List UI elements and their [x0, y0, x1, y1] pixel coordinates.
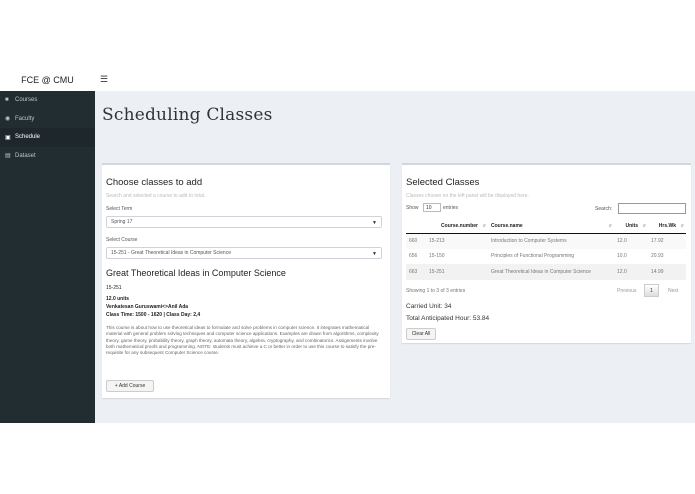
panel-help-text: Classes chosen on the left panel will be displayed here. — [406, 193, 529, 199]
sidebar-item-label: Courses — [15, 97, 38, 104]
brand-logo[interactable]: FCE @ CMU — [21, 74, 74, 85]
cell-index: 660 — [406, 233, 426, 249]
cell-hrs-wk: 17.92 — [648, 233, 686, 249]
course-instructor: Venkatesan Guruswami<>Anil Ada — [106, 304, 189, 310]
top-navbar — [0, 68, 695, 91]
panel-heading: Choose classes to add — [106, 177, 203, 188]
sort-icon: ⇵ — [680, 223, 684, 228]
column-header-units[interactable]: Units ⇵ — [614, 219, 648, 233]
column-header-hrs-wk[interactable]: Hrs.Wk ⇵ — [648, 219, 686, 233]
cell-course-name: Principles of Functional Programming — [488, 249, 614, 265]
term-select-value: Spring 17 — [111, 219, 133, 225]
hamburger-icon[interactable]: ☰ — [99, 74, 109, 84]
sidebar-item-label: Faculty — [15, 115, 35, 122]
cell-hrs-wk: 14.99 — [648, 264, 686, 280]
course-label: Select Course — [106, 237, 138, 243]
course-select-value: 15-251 - Great Theoretical Ideas in Computer Science — [111, 250, 231, 256]
app-window — [0, 68, 695, 423]
clear-all-button[interactable]: Clear All — [406, 328, 436, 340]
column-header-course-name[interactable]: Course.name ⇵ — [488, 219, 614, 233]
course-number: 15-251 — [106, 285, 122, 291]
selected-classes-panel — [402, 163, 691, 343]
table-header-row — [406, 219, 686, 233]
table-icon: ▤ — [5, 153, 11, 160]
cell-course-number: 15-251 — [426, 264, 488, 280]
calendar-icon: ▣ — [5, 134, 11, 141]
caret-down-icon: ▼ — [372, 251, 377, 257]
table-row[interactable] — [406, 264, 686, 280]
course-select[interactable] — [106, 247, 382, 259]
total-anticipated-hour: Total Anticipated Hour: 53.84 — [406, 315, 490, 322]
column-header-course-number[interactable]: Course.number ⇵ — [426, 219, 488, 233]
panel-heading: Selected Classes — [406, 177, 480, 188]
cell-units: 10.0 — [614, 249, 648, 265]
carried-unit: Carried Unit: 34 — [406, 303, 452, 310]
table-row[interactable] — [406, 233, 686, 249]
selected-classes-table — [406, 219, 686, 280]
sidebar-item-label: Schedule — [15, 134, 41, 141]
table-row[interactable] — [406, 249, 686, 265]
cell-course-name: Great Theoretical Ideas in Computer Science — [488, 264, 614, 280]
course-class-time: Class Time: 1500 - 1620 | Class Day: 2,4 — [106, 312, 201, 318]
pagination-previous[interactable]: Previous — [617, 288, 637, 294]
page-title: Scheduling Classes — [102, 105, 273, 125]
table-search-input[interactable] — [618, 203, 686, 214]
pagination-page-1[interactable]: 1 — [644, 284, 659, 297]
sidebar-item-schedule[interactable] — [0, 128, 95, 147]
cell-course-name: Introduction to Computer Systems — [488, 233, 614, 249]
entries-label: entries — [443, 205, 459, 211]
term-select[interactable] — [106, 216, 382, 228]
panel-help-text: Search and selected a course to add to total. — [106, 193, 206, 199]
cell-hrs-wk: 20.93 — [648, 249, 686, 265]
sidebar-item-dataset[interactable] — [0, 147, 95, 166]
page-length-select[interactable] — [423, 203, 441, 212]
page-length-value: 10 — [426, 204, 432, 211]
sort-icon: ⇵ — [608, 223, 612, 228]
user-circle-icon: ◉ — [5, 116, 11, 123]
choose-classes-panel — [102, 163, 390, 398]
add-course-button[interactable]: + Add Course — [106, 380, 154, 392]
column-header-index[interactable] — [406, 219, 426, 233]
sidebar-item-courses[interactable] — [0, 91, 95, 110]
course-description: This course is about how to use theoretical ideas to formulate and solve problems in computer science. It integrates mathematical material with general problem solving techniques and computer science applications. Examples are drawn from algorithms, complexity theory, game theory, probability theory, graph theory, automata theory, algebra, cryptography, and combinatorics. Assignments involve both mathematical proofs and programming. NOTE: students must achieve a C or better in order to use this course to satisfy the pre-requisite for any subsequent Computer Science course. — [106, 325, 379, 356]
sort-icon: ⇵ — [642, 223, 646, 228]
search-label: Search: — [595, 206, 613, 212]
table-info: Showing 1 to 3 of 3 entries — [406, 288, 466, 294]
cell-units: 12.0 — [614, 264, 648, 280]
cell-course-number: 15-150 — [426, 249, 488, 265]
main-content — [95, 91, 695, 423]
sidebar-item-faculty[interactable] — [0, 110, 95, 129]
sidebar-item-label: Dataset — [15, 152, 36, 159]
show-label: Show — [406, 205, 419, 211]
book-icon: ■ — [5, 97, 9, 104]
sort-icon: ⇵ — [482, 223, 486, 228]
sidebar — [0, 91, 95, 423]
caret-down-icon: ▼ — [372, 220, 377, 226]
pagination-next[interactable]: Next — [668, 288, 679, 294]
cell-course-number: 15-213 — [426, 233, 488, 249]
cell-index: 663 — [406, 264, 426, 280]
course-units: 12.0 units — [106, 296, 130, 302]
term-label: Select Term — [106, 206, 133, 212]
cell-index: 656 — [406, 249, 426, 265]
cell-units: 12.0 — [614, 233, 648, 249]
course-title: Great Theoretical Ideas in Computer Science — [106, 268, 286, 278]
